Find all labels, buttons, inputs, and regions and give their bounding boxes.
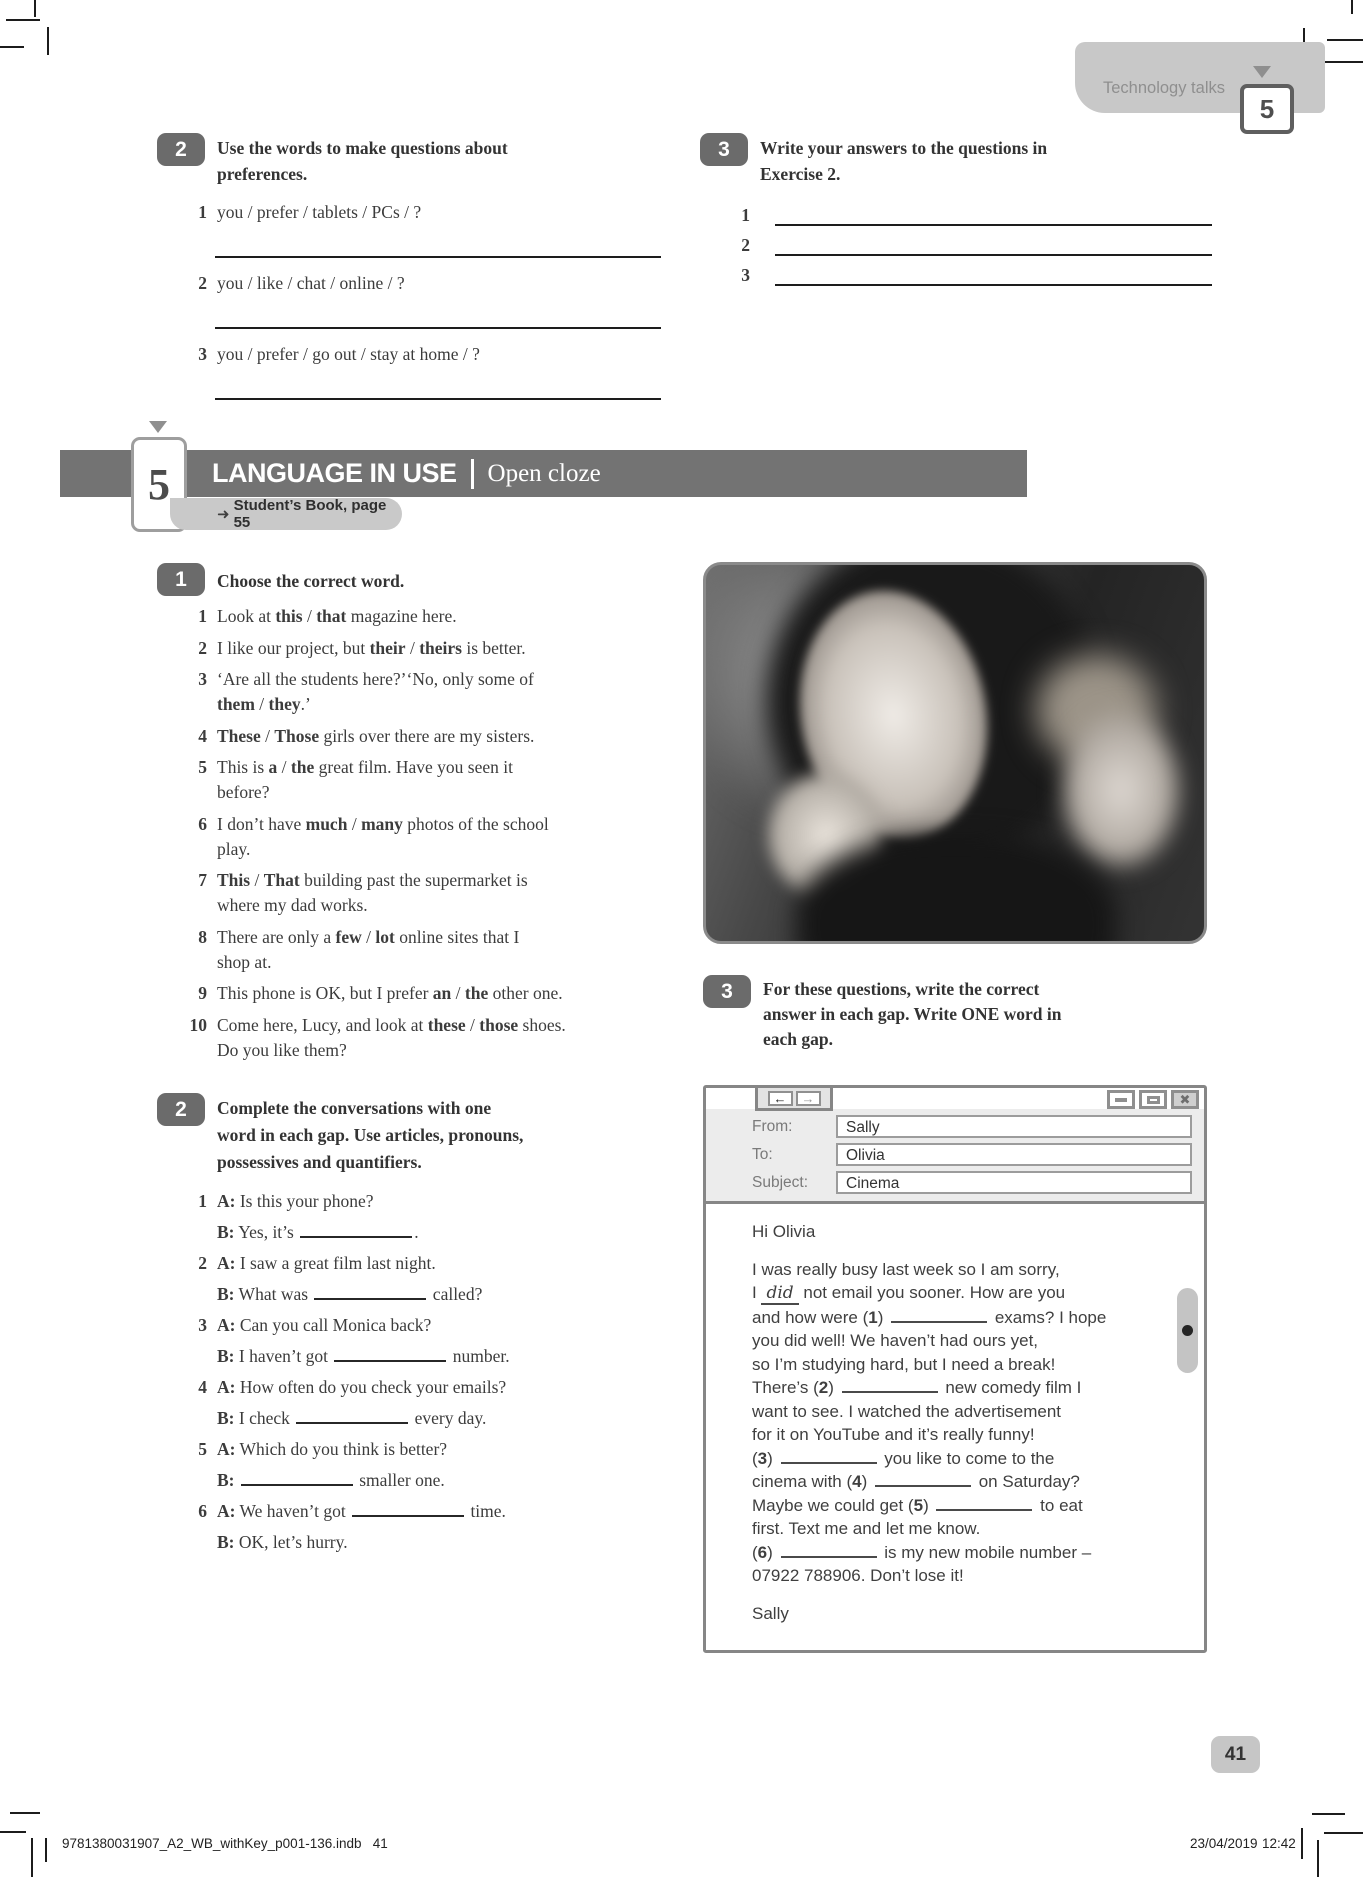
- crop-mark: [34, 0, 36, 17]
- email-greeting: Hi Olivia: [752, 1222, 816, 1241]
- item-text: This is a / the great film. Have you seen it before?: [217, 757, 514, 802]
- unit-number-badge: 5: [131, 437, 187, 532]
- print-footer-date: 23/04/2019: [1190, 1836, 1258, 1851]
- crop-mark: [1301, 1828, 1303, 1859]
- email-line: so I’m studying hard, but I need a break!: [752, 1354, 1056, 1374]
- window-controls: [1107, 1090, 1199, 1109]
- email-line: for it on YouTube and it’s really funny!: [752, 1425, 1035, 1444]
- conversation-item: [157, 1434, 702, 1496]
- item-number: 6: [198, 813, 207, 834]
- item-text: Look at this / that magazine here.: [217, 606, 457, 626]
- subject-field[interactable]: Cinema: [836, 1171, 1192, 1194]
- choice-item: [157, 868, 702, 918]
- email-line: (3) you like to come to the: [752, 1448, 1055, 1468]
- question-item: [157, 342, 672, 400]
- minimize-button[interactable]: [1107, 1090, 1135, 1109]
- triangle-down-icon: [1253, 66, 1271, 78]
- crop-mark: [1324, 1832, 1363, 1834]
- crop-mark: [31, 1838, 33, 1877]
- choice-item: [157, 604, 702, 629]
- item-number: 3: [741, 265, 750, 285]
- choice-item: [157, 1013, 702, 1063]
- item-text: you / prefer / tablets / PCs / ?: [217, 202, 422, 222]
- conversation-item: [157, 1310, 702, 1372]
- exercise-title: Use the words to make questions about preferences.: [217, 138, 508, 184]
- item-number: 2: [741, 235, 750, 255]
- cinema-photo: [703, 562, 1207, 944]
- item-number: 2: [198, 637, 207, 658]
- answer-line[interactable]: [215, 398, 661, 400]
- item-number: 1: [198, 202, 207, 222]
- answer-blank[interactable]: [241, 1471, 353, 1486]
- triangle-down-icon: [149, 421, 167, 433]
- answer-blank[interactable]: [334, 1347, 446, 1362]
- subject-row: [752, 1170, 1192, 1195]
- item-text: you / prefer / go out / stay at home / ?: [217, 344, 480, 364]
- photo-second-face: [1056, 705, 1186, 875]
- item-number: 2: [198, 273, 207, 293]
- exercise-title: Write your answers to the questions in Exercise 2.: [760, 138, 1048, 184]
- question-item: [157, 271, 672, 329]
- item-number: 2: [198, 1253, 207, 1273]
- forward-arrow-icon[interactable]: →: [796, 1091, 821, 1106]
- item-number: 3: [198, 1315, 207, 1335]
- answer-row: [700, 259, 1212, 289]
- item-text: There are only a few / lot online sites that I shop at.: [217, 926, 520, 972]
- from-row: [752, 1114, 1192, 1139]
- crop-mark: [1327, 39, 1363, 41]
- item-number: 6: [198, 1501, 207, 1521]
- to-label: To:: [752, 1145, 773, 1163]
- scrollbar-dot-icon: [1182, 1325, 1193, 1336]
- to-field[interactable]: Olivia: [836, 1143, 1192, 1166]
- dialog-line-b: B: I check every day.: [217, 1408, 487, 1428]
- exercise-2: [157, 1093, 702, 1558]
- reference-text: Student’s Book, page 55: [233, 497, 387, 531]
- page-number-badge: 41: [1211, 1736, 1260, 1773]
- email-line: Maybe we could get (5) to eat: [752, 1495, 1083, 1515]
- answer-blank[interactable]: [781, 1449, 877, 1464]
- item-number: 4: [198, 1377, 207, 1397]
- item-number: 3: [198, 669, 207, 689]
- item-text: This / That building past the supermarket is where my dad works.: [217, 870, 528, 915]
- answer-row: [700, 199, 1212, 229]
- answer-blank[interactable]: [300, 1223, 412, 1238]
- close-button[interactable]: ✖: [1171, 1090, 1199, 1109]
- dialog-line-a: A: I saw a great film last night.: [217, 1253, 436, 1273]
- arrow-right-icon: ➜: [217, 505, 230, 523]
- exercise-title: Choose the correct word.: [217, 571, 405, 591]
- item-number: 8: [198, 926, 207, 947]
- dialog-line-b: B: What was called?: [217, 1284, 483, 1304]
- choice-item: [157, 636, 702, 661]
- browser-nav-tab: [755, 1085, 833, 1111]
- dialog-line-a: A: We haven’t got time.: [217, 1501, 506, 1521]
- email-header: [706, 1109, 1204, 1204]
- conversation-item: [157, 1496, 702, 1558]
- dialog-line-a: A: Is this your phone?: [217, 1191, 374, 1211]
- section-title: LANGUAGE IN USE: [212, 458, 457, 488]
- item-text: I like our project, but their / theirs is better.: [217, 637, 526, 658]
- crop-mark: [0, 46, 24, 48]
- answer-line[interactable]: [215, 327, 661, 329]
- crop-mark: [1351, 0, 1353, 14]
- item-number: 4: [198, 725, 207, 746]
- exercise-badge: 1: [157, 563, 205, 596]
- scrollbar-thumb[interactable]: [1177, 1288, 1198, 1373]
- item-number: 9: [198, 983, 207, 1003]
- choice-item: [157, 667, 702, 717]
- crop-mark: [1312, 1813, 1345, 1815]
- item-number: 1: [198, 606, 207, 626]
- subject-label: Subject:: [752, 1173, 809, 1191]
- dialog-line-b: B: smaller one.: [217, 1470, 445, 1490]
- item-text: This phone is OK, but I prefer an / the other one.: [217, 983, 563, 1003]
- item-text: ‘Are all the students here?’‘No, only some of them / they.’: [217, 669, 534, 714]
- email-line: (6) is my new mobile number –: [752, 1542, 1092, 1562]
- answer-blank[interactable]: [875, 1472, 971, 1487]
- choice-item: [157, 812, 702, 862]
- item-number: 7: [198, 870, 207, 890]
- email-line: cinema with (4) on Saturday?: [752, 1472, 1080, 1491]
- answer-line[interactable]: [775, 254, 1212, 256]
- unit-tab-label: Technology talks: [1103, 79, 1225, 97]
- crop-mark: [6, 19, 40, 21]
- email-body: [706, 1204, 1204, 1625]
- conversation-item: [157, 1248, 702, 1310]
- dialog-line-a: A: How often do you check your emails?: [217, 1377, 507, 1397]
- print-footer-left: 9781380031907_A2_WB_withKey_p001-136.indb 41: [62, 1836, 388, 1851]
- item-number: 5: [198, 757, 207, 777]
- exercise-1: [157, 563, 702, 1069]
- item-number: 1: [741, 205, 750, 225]
- email-line: you did well! We haven’t had ours yet,: [752, 1331, 1039, 1350]
- dialog-line-a: A: Which do you think is better?: [217, 1439, 448, 1459]
- section-banner: [60, 450, 1027, 497]
- exercise-top-right: [700, 133, 1212, 289]
- exercise-badge: 2: [157, 1093, 205, 1126]
- banner-divider: [471, 459, 474, 489]
- handwritten-answer: did: [761, 1283, 798, 1305]
- conversation-item: [157, 1372, 702, 1434]
- section-subtitle: Open cloze: [487, 459, 601, 487]
- answer-blank[interactable]: [352, 1502, 464, 1517]
- answer-line[interactable]: [775, 284, 1212, 286]
- students-book-reference: [170, 498, 402, 530]
- item-number: 1: [198, 1191, 207, 1211]
- exercise-badge: 3: [703, 975, 751, 1008]
- to-row: [752, 1142, 1192, 1167]
- exercise-badge: 2: [157, 133, 205, 166]
- email-paragraph: [752, 1258, 1164, 1588]
- choice-item: [157, 981, 702, 1006]
- crop-mark: [1317, 1840, 1319, 1877]
- answer-blank[interactable]: [296, 1409, 408, 1424]
- email-line: I did not email you sooner. How are you: [752, 1283, 1066, 1303]
- maximize-button[interactable]: [1139, 1090, 1167, 1109]
- email-line: want to see. I watched the advertisement: [752, 1401, 1062, 1421]
- choice-item: [157, 724, 702, 749]
- item-number: 5: [198, 1439, 207, 1459]
- maximize-icon: [1147, 1096, 1160, 1104]
- item-number: 10: [189, 1014, 207, 1035]
- from-label: From:: [752, 1117, 793, 1135]
- answer-blank[interactable]: [891, 1308, 987, 1323]
- item-number: 3: [198, 344, 207, 364]
- email-line: There’s (2) new comedy film I: [752, 1378, 1082, 1397]
- answer-line[interactable]: [775, 224, 1212, 226]
- exercise-top-left: [157, 133, 672, 400]
- crop-mark: [10, 1812, 40, 1814]
- crop-mark: [45, 1838, 47, 1862]
- crop-mark: [47, 27, 49, 55]
- item-text: Come here, Lucy, and look at these / those shoes. Do you like them?: [217, 1014, 566, 1060]
- email-signature: Sally: [752, 1603, 789, 1623]
- email-line: and how were (1) exams? I hope: [752, 1307, 1107, 1327]
- answer-blank[interactable]: [842, 1378, 938, 1393]
- exercise-3: [703, 975, 1215, 1052]
- minimize-icon: [1115, 1098, 1127, 1102]
- question-item: [157, 200, 672, 258]
- answer-line[interactable]: [215, 256, 661, 258]
- dialog-line-b: B: OK, let’s hurry.: [217, 1532, 348, 1552]
- choice-item: [157, 755, 702, 805]
- exercise-title: Complete the conversations with one word in each gap. Use articles, pronouns, possessives and quantifiers.: [217, 1098, 524, 1172]
- dialog-line-b: B: Yes, it’s .: [217, 1222, 419, 1242]
- item-text: you / like / chat / online / ?: [217, 273, 405, 293]
- exercise-title: For these questions, write the correct answer in each gap. Write ONE word in each gap.: [763, 979, 1062, 1049]
- unit-number-box: 5: [1240, 84, 1294, 134]
- email-line: I was really busy last week so I am sorry,: [752, 1259, 1060, 1279]
- item-text: These / Those girls over there are my sisters.: [217, 725, 535, 746]
- dialog-line-b: B: I haven’t got number.: [217, 1346, 510, 1366]
- conversation-item: [157, 1186, 702, 1248]
- answer-blank[interactable]: [936, 1496, 1032, 1511]
- answer-row: [700, 229, 1212, 259]
- answer-blank[interactable]: [314, 1285, 426, 1300]
- email-line: 07922 788906. Don’t lose it!: [752, 1566, 964, 1585]
- email-line: first. Text me and let me know.: [752, 1519, 981, 1538]
- print-footer-time: 12:42: [1262, 1836, 1296, 1851]
- choice-item: [157, 925, 702, 975]
- exercise-badge: 3: [700, 133, 748, 166]
- item-text: I don’t have much / many photos of the school play.: [217, 813, 549, 859]
- crop-mark: [0, 1831, 26, 1833]
- back-arrow-icon[interactable]: ←: [768, 1091, 793, 1106]
- answer-blank[interactable]: [781, 1543, 877, 1558]
- from-field[interactable]: Sally: [836, 1115, 1192, 1138]
- dialog-line-a: A: Can you call Monica back?: [217, 1315, 432, 1335]
- email-window: [703, 1085, 1207, 1653]
